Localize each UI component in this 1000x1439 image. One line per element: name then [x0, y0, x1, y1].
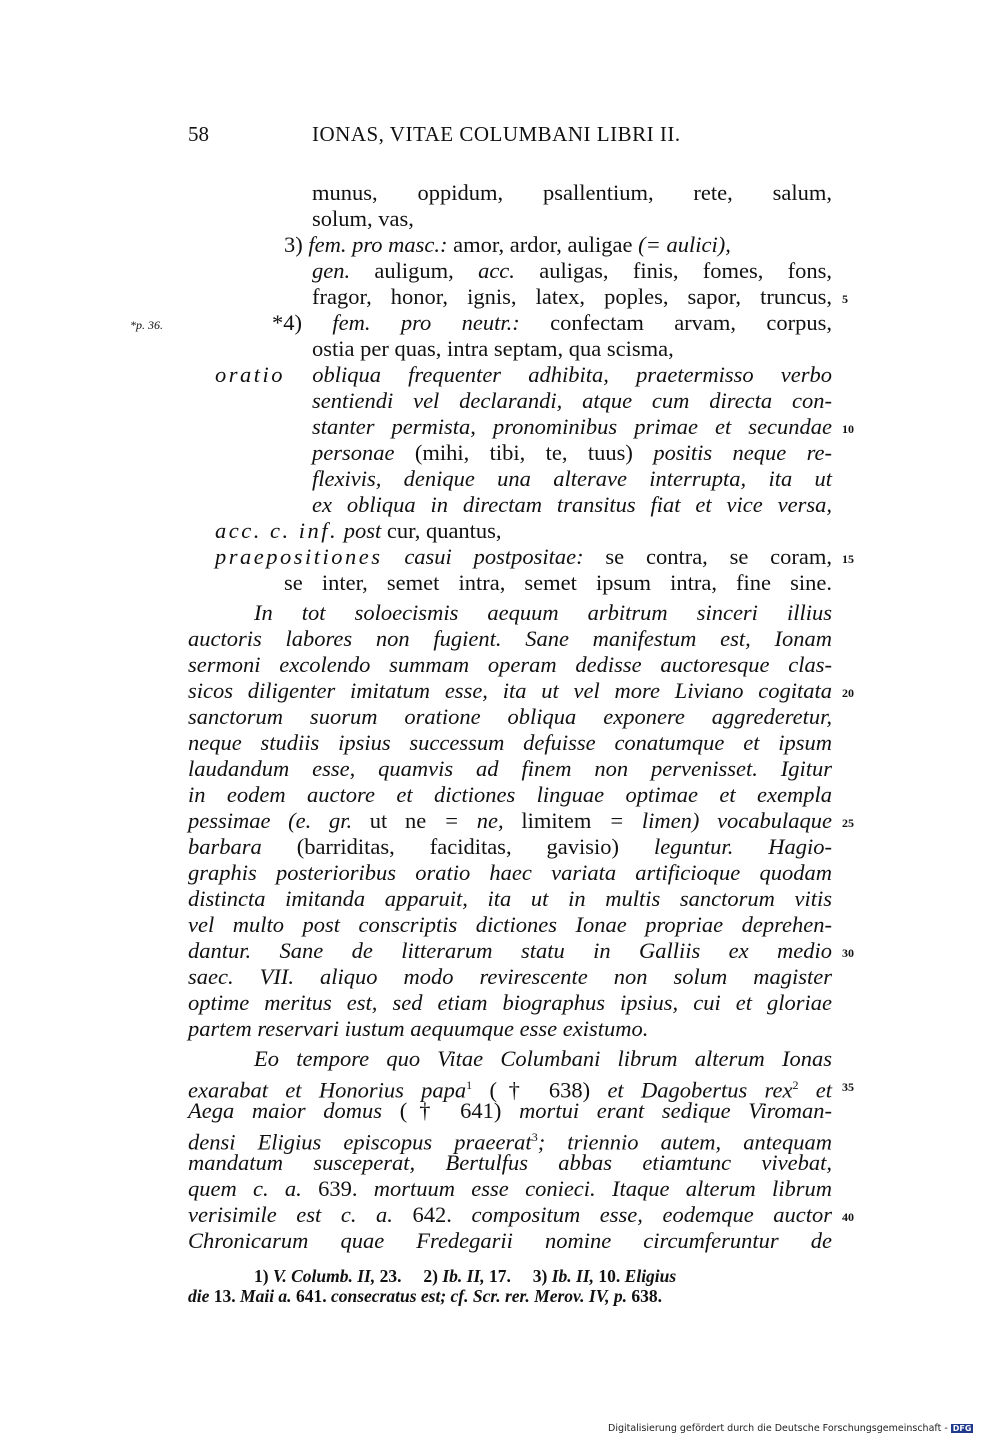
- text-line: munus, oppidum, psallentium, rete, salum,: [312, 180, 832, 205]
- text-line: sanctorum suorum oratione obliqua exponere aggrederetur,: [188, 704, 832, 729]
- margin-note: *p. 36.: [130, 318, 163, 332]
- text-line: gen. auligum, acc. auligas, finis, fomes, fons,: [312, 258, 833, 283]
- text-line: Chronicarum quae Fredegarii nomine circumferuntur de: [188, 1228, 832, 1253]
- text-line: acc. c. inf. post cur, quantus,: [215, 518, 502, 543]
- footnote-line: 1) V. Columb. II, 23. 2) Ib. II, 17. 3) Ib. II, 10. Eligius: [254, 1266, 677, 1286]
- digitization-credit: Digitalisierung gefördert durch die Deutsche Forschungsgemeinschaft - DFG: [608, 1423, 972, 1434]
- page-number: 58: [188, 122, 209, 146]
- text-line: graphis posterioribus oratio haec variata artificioque quodam: [188, 860, 832, 885]
- text-line: pessimae (e. gr. ut ne = ne, limitem = limen) vocabulaque: [188, 808, 833, 833]
- text-line: solum, vas,: [312, 206, 414, 231]
- text-line: optime meritus est, sed etiam biographus ipsius, cui et gloriae: [188, 990, 832, 1015]
- text-line: Aega maior domus († 641) mortui erant sedique Viroman-: [188, 1098, 832, 1123]
- text-line: stanter permista, pronominibus primae et secundae: [312, 414, 832, 439]
- line-number: 5: [842, 292, 848, 306]
- text-line: se inter, semet intra, semet ipsum intra, fine sine.: [284, 570, 832, 595]
- text-line: distincta imitanda apparuit, ita ut in multis sanctorum vitis: [188, 886, 832, 911]
- line-number: 20: [842, 686, 854, 700]
- text-line: mandatum susceperat, Bertulfus abbas etiamtunc vivebat,: [188, 1150, 832, 1175]
- text-line: sermoni excolendo summam operam dedisse auctoresque clas-: [188, 652, 832, 677]
- text-line: laudandum esse, quamvis ad finem non pervenisset. Igitur: [188, 756, 832, 781]
- text-line: neque studiis ipsius successum defuisse conatumque et ipsum: [188, 730, 832, 755]
- text-line: vel multo post conscriptis dictiones Ionae propriae deprehen-: [188, 912, 832, 937]
- line-number: 40: [842, 1210, 854, 1224]
- text-line: fragor, honor, ignis, latex, poples, sapor, truncus,: [312, 284, 832, 309]
- text-line: ostia per quas, intra septam, qua scisma,: [312, 336, 674, 361]
- text-line: exarabat et Honorius papa$^1$ († 638) et Dagobertus rex$^2$ et: [188, 1077, 832, 1103]
- line-number: 15: [842, 552, 854, 566]
- running-title: IONAS, VITAE COLUMBANI LIBRI II.: [312, 122, 681, 146]
- text-line: in eodem auctore et dictiones linguae optimae et exempla: [188, 782, 832, 807]
- text-line: barbara (barriditas, faciditas, gavisio) leguntur. Hagio-: [188, 834, 832, 859]
- text-line: *4) fem. pro neutr.: confectam arvam, corpus,: [272, 310, 833, 335]
- text-line: 3) fem. pro masc.: amor, ardor, auligae (= aulici),: [284, 232, 731, 257]
- text-line: quem c. a. 639. mortuum esse conieci. Itaque alterum librum: [188, 1176, 833, 1201]
- text-line: praepositiones casui postpositae: se contra, se coram,: [215, 544, 833, 569]
- text-line: personae (mihi, tibi, te, tuus) positis neque re-: [312, 440, 832, 465]
- text-line: verisimile est c. a. 642. compositum esse, eodemque auctor: [188, 1202, 832, 1227]
- line-number: 35: [842, 1080, 854, 1094]
- text-line: Eo tempore quo Vitae Columbani librum alterum Ionas: [254, 1046, 832, 1071]
- line-number: 25: [842, 816, 854, 830]
- text-line: In tot soloecismis aequum arbitrum sinceri illius: [254, 600, 832, 625]
- text-line: densi Eligius episcopus praeerat$^3$; triennio autem, antequam: [188, 1129, 832, 1155]
- text-line: auctoris labores non fugient. Sane manifestum est, Ionam: [188, 626, 832, 651]
- dfg-logo: DFG: [952, 1424, 972, 1433]
- text-line: saec. VII. aliquo modo revirescente non solum magister: [188, 964, 832, 989]
- text-line: partem reservari iustum aequumque esse existumo.: [188, 1016, 649, 1041]
- text-line: oratio obliqua frequenter adhibita, praetermisso verbo: [215, 362, 833, 387]
- line-number: 10: [842, 422, 854, 436]
- text-line: sicos diligenter imitatum esse, ita ut vel more Liviano cogitata: [188, 678, 832, 703]
- text-line: flexivis, denique una alterave interrupta, ita ut: [312, 466, 832, 491]
- footnote-line: die 13. Maii a. 641. consecratus est; cf. Scr. rer. Merov. IV, p. 638.: [188, 1286, 662, 1306]
- text-line: dantur. Sane de litterarum statu in Galliis ex medio: [188, 938, 832, 963]
- text-line: sentiendi vel declarandi, atque cum directa con-: [312, 388, 832, 413]
- line-number: 30: [842, 946, 854, 960]
- text-line: ex obliqua in directam transitus fiat et vice versa,: [312, 492, 832, 517]
